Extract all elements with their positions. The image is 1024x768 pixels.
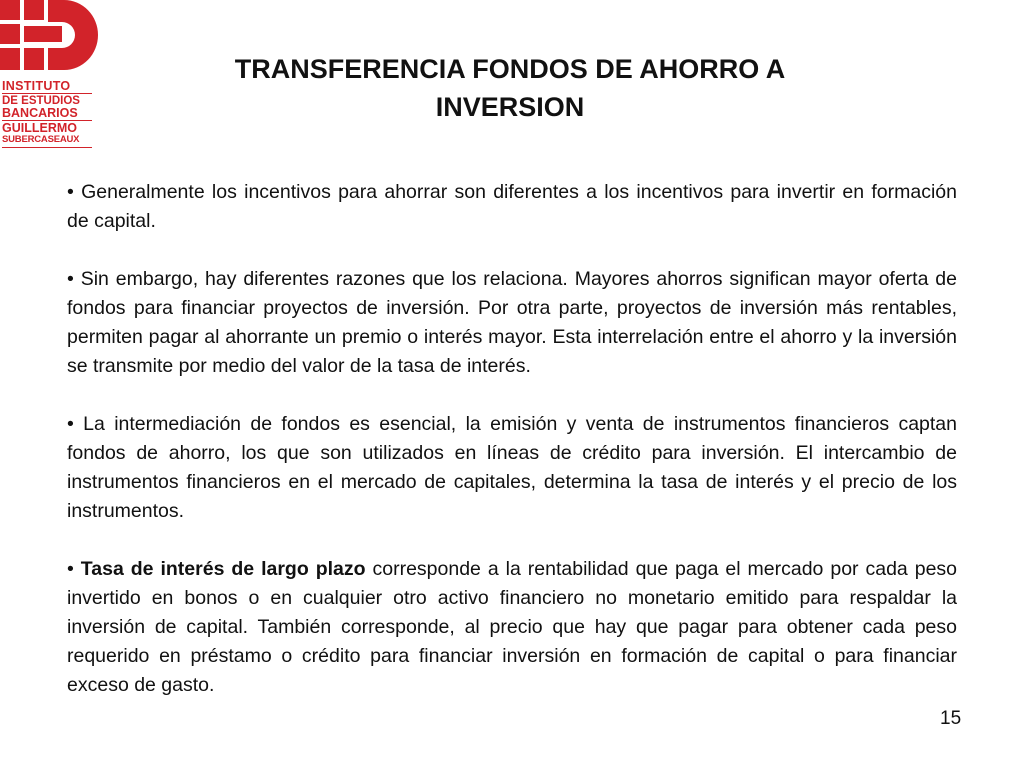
- logo-mark-icon: [0, 0, 100, 80]
- bullet-paragraph-3: • La intermediación de fondos es esencial, la emisión y venta de instrumentos financieros captan fondos de ahorro, los que son utilizados en líneas de crédito para inversión. El intercambio de instrumentos financieros en el mercado de capitales, determina la tasa de interés y el precio de los instrumentos.: [67, 413, 957, 522]
- term-definition: corresponde a la rentabilidad que paga el mercado por cada peso invertido en bonos o en cualquier otro activo financiero no monetario emitido para respaldar la inversión de capital. También corresponde, al precio que hay que pagar para obtener cada peso requerido en préstamo o crédito para financiar inversión en formación de capital o para financiar exceso de gasto.: [67, 558, 958, 696]
- logo-line-1: INSTITUTO: [2, 79, 71, 93]
- bullet-paragraph-2: • Sin embargo, hay diferentes razones que los relaciona. Mayores ahorros significan mayor oferta de fondos para financiar proyectos de inversión. Por otra parte, proyectos de inversión más rentables, permiten pagar al ahorrante un premio o interés mayor. Esta interrelación entre el ahorro y la inversión se transmite por medio del valor de la tasa de interés.: [67, 268, 957, 377]
- bullet-paragraph-4: [67, 555, 957, 700]
- bullet-marker: •: [67, 558, 81, 580]
- slide-title-line-1: TRANSFERENCIA FONDOS DE AHORRO A: [234, 54, 786, 84]
- institute-logo: [0, 0, 110, 150]
- logo-line-3: BANCARIOS: [2, 106, 78, 120]
- bullet-paragraph-1: • Generalmente los incentivos para ahorrar son diferentes a los incentivos para invertir en formación de capital.: [67, 181, 957, 232]
- logo-line-2: DE ESTUDIOS: [2, 95, 80, 107]
- bold-term: Tasa de interés de largo plazo: [80, 558, 366, 580]
- logo-divider: [2, 147, 92, 148]
- logo-divider: [2, 93, 92, 94]
- slide-title-line-2: INVERSION: [435, 92, 585, 122]
- slide-title: [150, 50, 870, 126]
- logo-line-4: GUILLERMO: [2, 121, 77, 135]
- logo-wordmark: [2, 80, 92, 149]
- page-number: 15: [940, 708, 962, 729]
- slide-body: [67, 178, 957, 729]
- logo-line-5: SUBERCASEAUX: [2, 134, 80, 145]
